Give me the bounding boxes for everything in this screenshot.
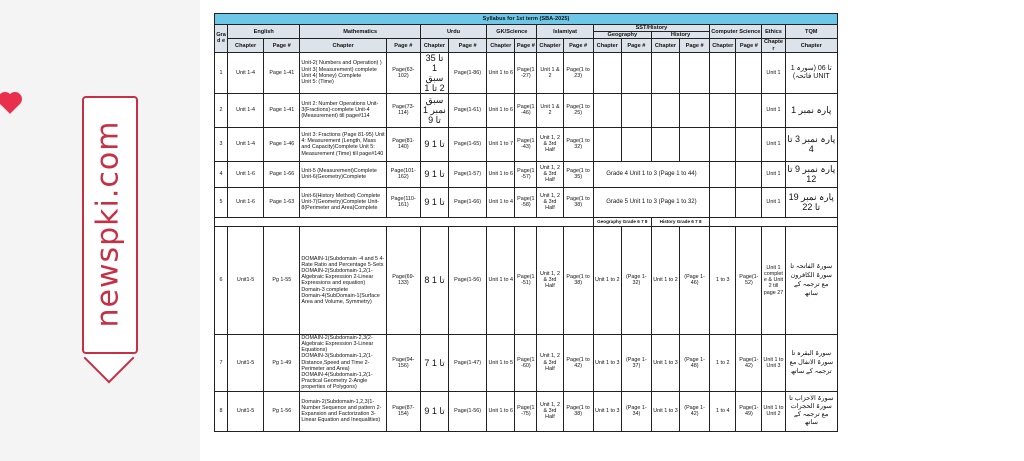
heart-icon (0, 94, 20, 114)
cell-history-page (680, 52, 710, 93)
cell-islamiyat-page: Page(1 to 42) (563, 334, 593, 391)
cell-tqm: پارہ نمبر 19 تا 22 (785, 187, 837, 217)
cell-grade: 2 (215, 93, 228, 127)
cell-islamiyat-chapter: Unit 1, 2 & 3rd Half (537, 187, 563, 217)
history-grade-label: History Grade 6 7 8 (651, 217, 709, 226)
cell-islamiyat-page: Page(1 to 35) (563, 161, 593, 187)
cell-gk-chapter: Unit 1 to 4 (487, 187, 515, 217)
cell-cs-chapter (710, 93, 736, 127)
cell-tqm: سورۃ الفاتحہ تا سورۃ الکافرون مع ترجمہ کے ساتھ (785, 226, 837, 334)
cell-geography-chapter (593, 52, 621, 93)
cell-cs-page: Page(1-49) (736, 391, 762, 431)
cell-urdu-page: Page(1-66) (449, 187, 487, 217)
cell-geography-chapter (593, 93, 621, 127)
col-ethics: Ethics (762, 25, 785, 39)
cell-cs-page (736, 187, 762, 217)
cell-history-page: (Page 1-48) (680, 334, 710, 391)
cell-cs-chapter: 1 to 2 (710, 334, 736, 391)
col-mathematics: Mathematics (300, 25, 421, 39)
blank-cell (215, 217, 594, 226)
cell-urdu-chapter: 35 تا 1 سبق 2 تا 1 (420, 52, 448, 93)
cell-english-page: Page 1-41 (264, 52, 300, 93)
cell-math-page: Page(69-133) (386, 226, 420, 334)
cell-ethics: Unit 1 (762, 187, 785, 217)
col-computer-science: Computer Science (710, 25, 762, 39)
cell-math-page: Page(110-161) (386, 187, 420, 217)
sub-page: Page # (386, 39, 420, 52)
sub-chapter: Chapter (710, 39, 736, 52)
table-row (215, 161, 838, 187)
cell-gk-page: Page(1-58) (515, 187, 537, 217)
cell-english-chapter: Unit 1-6 (228, 187, 264, 217)
cell-history-page (680, 93, 710, 127)
cell-tqm: پارہ نمبر 1 (785, 93, 837, 127)
cell-geography-chapter: Unit 1 to 3 (593, 391, 621, 431)
cell-urdu-chapter: 7 تا 1 (420, 334, 448, 391)
cell-gk-page: Page(1-51) (515, 226, 537, 334)
cell-islamiyat-page: Page(1 to 32) (563, 127, 593, 161)
cell-geography-page (621, 93, 651, 127)
col-sst-history: SST/History (593, 25, 710, 32)
cell-math-chapter (300, 52, 386, 93)
cell-gk-chapter: Unit 1 to 5 (487, 334, 515, 391)
cell-english-chapter: Unit1-5 (228, 391, 264, 431)
cell-gk-page: Page(1-60) (515, 334, 537, 391)
col-history: History (651, 32, 709, 39)
sub-chapter: Chapter (785, 39, 837, 52)
sub-chapter: Chapter (593, 39, 621, 52)
table-row (215, 226, 838, 334)
table-row (215, 93, 838, 127)
cell-urdu-page: Page(1-56) (449, 391, 487, 431)
cell-tqm: پارہ نمبر 9 تا 12 (785, 161, 837, 187)
cell-islamiyat-chapter: Unit 1, 2 & 3rd Half (537, 161, 563, 187)
cell-gk-chapter: Unit 1 to 7 (487, 127, 515, 161)
cell-islamiyat-chapter: Unit 1, 2 & 3rd Half (537, 226, 563, 334)
col-urdu: Urdu (420, 25, 486, 39)
cell-english-chapter: Unit1-5 (228, 334, 264, 391)
cell-geography-page: (Page 1-32) (621, 226, 651, 334)
cell-urdu-page: Page(1-47) (449, 334, 487, 391)
cell-urdu-chapter: 8 تا 1 (420, 226, 448, 334)
cell-cs-chapter (710, 161, 736, 187)
cell-math-chapter: Domain-2(Subdomain-1,2,3(1-Number Sequence and pattern 2-Expansion and Factorization 3-Linear Equation and Inequalities) (300, 391, 386, 431)
cell-cs-page: Page(1-42) (736, 334, 762, 391)
syllabus-table (214, 13, 838, 432)
cell-islamiyat-chapter: Unit 1, 2 & 3rd Half (537, 391, 563, 431)
cell-geography-chapter (593, 127, 621, 161)
cell-ethics: Unit 1 (762, 93, 785, 127)
cell-history-chapter: Unit 1 to 2 (651, 226, 679, 334)
cell-ethics: Unit 1 (762, 52, 785, 93)
cell-urdu-page: Page(1-65) (449, 127, 487, 161)
cell-islamiyat-page: Page(1 to 38) (563, 226, 593, 334)
table-row (215, 391, 838, 431)
cell-islamiyat-chapter: Unit 1, 2 & 3rd Half (537, 334, 563, 391)
sub-chapter: Chapter (420, 39, 448, 52)
cell-cs-chapter (710, 127, 736, 161)
cell-english-page: Page 1-46 (264, 127, 300, 161)
cell-sst-merged: Grade 5 Unit 1 to 3 (Page 1 to 32) (593, 187, 710, 217)
cell-math-chapter (300, 334, 386, 391)
cell-islamiyat-chapter: Unit 1 & 2 (537, 52, 563, 93)
table-body (215, 52, 838, 431)
cell-islamiyat-page: Page(1 to 25) (563, 93, 593, 127)
cell-grade: 8 (215, 391, 228, 431)
cell-history-page: (Page 1-46) (680, 226, 710, 334)
math-line: DOMAIN-1(Subdomain -4 and 5 4-Rate Ratio and Percentage 5-Sets (301, 255, 385, 268)
col-gk-science: GK/Science (487, 25, 537, 39)
cell-urdu-page: Page(1-61) (449, 93, 487, 127)
cell-english-page: Page 1-63 (264, 187, 300, 217)
sub-chapter: Chapter (300, 39, 386, 52)
cell-gk-page: Page(1-46) (515, 93, 537, 127)
cell-urdu-chapter: سبق نمبر 1 تا 9 (420, 93, 448, 127)
sub-chapter: Chapter (762, 39, 785, 52)
cell-cs-page (736, 52, 762, 93)
cell-ethics: Unit 1 complete & Unit 2 till page 27 (762, 226, 785, 334)
table-row (215, 187, 838, 217)
cell-geography-page (621, 127, 651, 161)
cell-tqm: 1 تا 06 (سورہ فاتحہ) UNIT (785, 52, 837, 93)
table-row (215, 127, 838, 161)
cell-urdu-chapter: 9 تا 1 (420, 127, 448, 161)
table-row (215, 334, 838, 391)
sub-page: Page # (621, 39, 651, 52)
cell-math-page: Page(81-140) (386, 127, 420, 161)
cell-tqm: سورۃ البقرہ تا سورۃ الانفال مع ترجمہ کے ساتھ (785, 334, 837, 391)
col-islamiyat: Islamiyat (537, 25, 593, 39)
cell-islamiyat-chapter: Unit 1, 2 & 3rd Half (537, 127, 563, 161)
cell-history-chapter (651, 52, 679, 93)
cell-english-chapter: Unit1-5 (228, 226, 264, 334)
document-page (200, 0, 1024, 461)
math-line: DOMAIN-2(Subdomain-2,3(2-Algebraic Expression 3-Linear Equations) (301, 334, 374, 354)
cell-english-chapter: Unit 1-4 (228, 93, 264, 127)
geography-grade-label: Geography Grade 6 7 8 (593, 217, 651, 226)
cell-urdu-page: Page(1-86) (449, 52, 487, 93)
cell-history-chapter: Unit 1 to 3 (651, 334, 679, 391)
sub-page: Page # (264, 39, 300, 52)
sub-page: Page # (563, 39, 593, 52)
cell-gk-chapter: Unit 1 to 6 (487, 161, 515, 187)
cell-geography-chapter: Unit 1 to 2 (593, 226, 621, 334)
cell-english-chapter: Unit 1-6 (228, 161, 264, 187)
math-line: DOMAIN-2(Subdomain-1,2(1-Algebraic Expression 2-Linear Expressions and equation) Domain-3 complete (301, 267, 374, 293)
math-line: Unit-2( Numbers and Operation) ) (301, 60, 382, 67)
sub-page: Page # (515, 39, 537, 52)
cell-ethics: Unit 1 to Unit 2 (762, 391, 785, 431)
sub-chapter: Chapter (537, 39, 563, 52)
cell-math-page: Page(101-162) (386, 161, 420, 187)
sst-subheader-row (215, 217, 838, 226)
cell-sst-merged: Grade 4 Unit 1 to 3 (Page 1 to 44) (593, 161, 710, 187)
cell-gk-page: Page(1-75) (515, 391, 537, 431)
math-line: Unit 5: (Time) (301, 79, 334, 86)
cell-cs-chapter: 1 to 4 (710, 391, 736, 431)
cell-english-page: Pg 1-49 (264, 334, 300, 391)
sub-chapter: Chapter (228, 39, 264, 52)
cell-urdu-chapter: 9 تا 1 (420, 161, 448, 187)
math-line: DOMAIN-4(Subdomain-1,2(1-Practical Geometry 2-Angle properties of Polygons) (301, 372, 373, 391)
cell-grade: 1 (215, 52, 228, 93)
col-grade: Grad e (215, 25, 228, 53)
cell-islamiyat-page: Page(1 to 23) (563, 52, 593, 93)
cell-math-chapter: Unit-5 (Measurement)Complete Unit-6(Geometry)Complete (300, 161, 386, 187)
math-line: DOMAIN-3(Subdomain-1,2(1-Distance,Speed and Time 2-Perimeter and Area) (301, 353, 373, 372)
cell-cs-chapter: 1 to 3 (710, 226, 736, 334)
cell-gk-chapter: Unit 1 to 6 (487, 93, 515, 127)
table-title: Syllabus for 1st term (SBA-2025) (215, 14, 838, 25)
cell-gk-page: Page(1-57) (515, 161, 537, 187)
cell-geography-page: (Page 1-37) (621, 334, 651, 391)
cell-math-chapter: Unit 2: Number Operations Unit-3(Fractions)-complete Unit-4 (Measurement) till page#114 (300, 93, 386, 127)
cell-cs-page: Page(1-52) (736, 226, 762, 334)
cell-gk-chapter: Unit 1 to 4 (487, 226, 515, 334)
cell-cs-page (736, 161, 762, 187)
cell-ethics: Unit 1 (762, 127, 785, 161)
sub-page: Page # (736, 39, 762, 52)
cell-grade: 3 (215, 127, 228, 161)
cell-gk-page: Page(1-43) (515, 127, 537, 161)
cell-math-page: Page(63-102) (386, 52, 420, 93)
cell-english-chapter: Unit 1-4 (228, 52, 264, 93)
cell-islamiyat-page: Page(1 to 38) (563, 187, 593, 217)
cell-cs-chapter (710, 52, 736, 93)
col-tqm: TQM (785, 25, 837, 39)
cell-math-page: Page(73-114) (386, 93, 420, 127)
cell-math-chapter: Unit-6(History Method) Complete Unit-7(Geometry)Complete Unit-8(Perimeter and Area)Complete (300, 187, 386, 217)
col-geography: Geography (593, 32, 651, 39)
cell-history-chapter: Unit 1 to 3 (651, 391, 679, 431)
cell-math-page: Page(87-154) (386, 391, 420, 431)
cell-cs-page (736, 127, 762, 161)
watermark-text: newspki.com (90, 120, 126, 328)
math-line: Unit 4( Money) Complete (301, 72, 362, 79)
math-line: Unit 3( Measurement) complete (301, 66, 377, 73)
cell-math-chapter (300, 226, 386, 334)
cell-grade: 7 (215, 334, 228, 391)
cell-cs-page (736, 93, 762, 127)
cell-tqm: پارہ نمبر 3 تا 4 (785, 127, 837, 161)
sub-chapter: Chapter (651, 39, 679, 52)
cell-grade: 5 (215, 187, 228, 217)
sub-page: Page # (449, 39, 487, 52)
cell-english-chapter: Unit 1-4 (228, 127, 264, 161)
cell-urdu-page: Page(1-57) (449, 161, 487, 187)
sub-page: Page # (680, 39, 710, 52)
cell-grade: 6 (215, 226, 228, 334)
cell-tqm: سورۃ الاحزاب تا سورۃ الحجرات مع ترجمہ کے ساتھ (785, 391, 837, 431)
cell-gk-page: Page(1-27) (515, 52, 537, 93)
cell-ethics: Unit 1 to Unit 3 (762, 334, 785, 391)
cell-math-chapter: Unit 3: Fractions (Page 81-95) Unit 4: Measurement (Length, Mass and Capacity)Complete Unit 5: Measurement (Time) till page#140 (300, 127, 386, 161)
cell-ethics: Unit 1 (762, 161, 785, 187)
cell-geography-page: (Page 1-34) (621, 391, 651, 431)
sub-chapter: Chapter (487, 39, 515, 52)
cell-geography-chapter: Unit 1 to 3 (593, 334, 621, 391)
cell-english-page: Page 1-41 (264, 93, 300, 127)
cell-urdu-page: Page(1-56) (449, 226, 487, 334)
cell-history-page: (Page 1-42) (680, 391, 710, 431)
cell-gk-chapter: Unit 1 to 6 (487, 52, 515, 93)
cell-cs-chapter (710, 187, 736, 217)
cell-math-page: Page(94-156) (386, 334, 420, 391)
cell-geography-page (621, 52, 651, 93)
cell-urdu-chapter: 9 تا 1 (420, 391, 448, 431)
cell-islamiyat-chapter: Unit 1 & 2 (537, 93, 563, 127)
cell-english-page: Pg 1-56 (264, 391, 300, 431)
cell-grade: 4 (215, 161, 228, 187)
cell-english-page: Pg 1-55 (264, 226, 300, 334)
cell-islamiyat-page: Page(1 to 38) (563, 391, 593, 431)
col-english: English (228, 25, 300, 39)
cell-history-chapter (651, 93, 679, 127)
cell-urdu-chapter: 9 تا 1 (420, 187, 448, 217)
cell-history-chapter (651, 127, 679, 161)
blank-cell (710, 217, 838, 226)
table-row (215, 52, 838, 93)
left-sidebar (0, 0, 200, 461)
math-line: Domain-4(SubDomain-1(Surface Area and Volume, Symmetry) (301, 292, 380, 305)
cell-gk-chapter: Unit 1 to 6 (487, 391, 515, 431)
cell-history-page (680, 127, 710, 161)
cell-english-page: Page 1-66 (264, 161, 300, 187)
